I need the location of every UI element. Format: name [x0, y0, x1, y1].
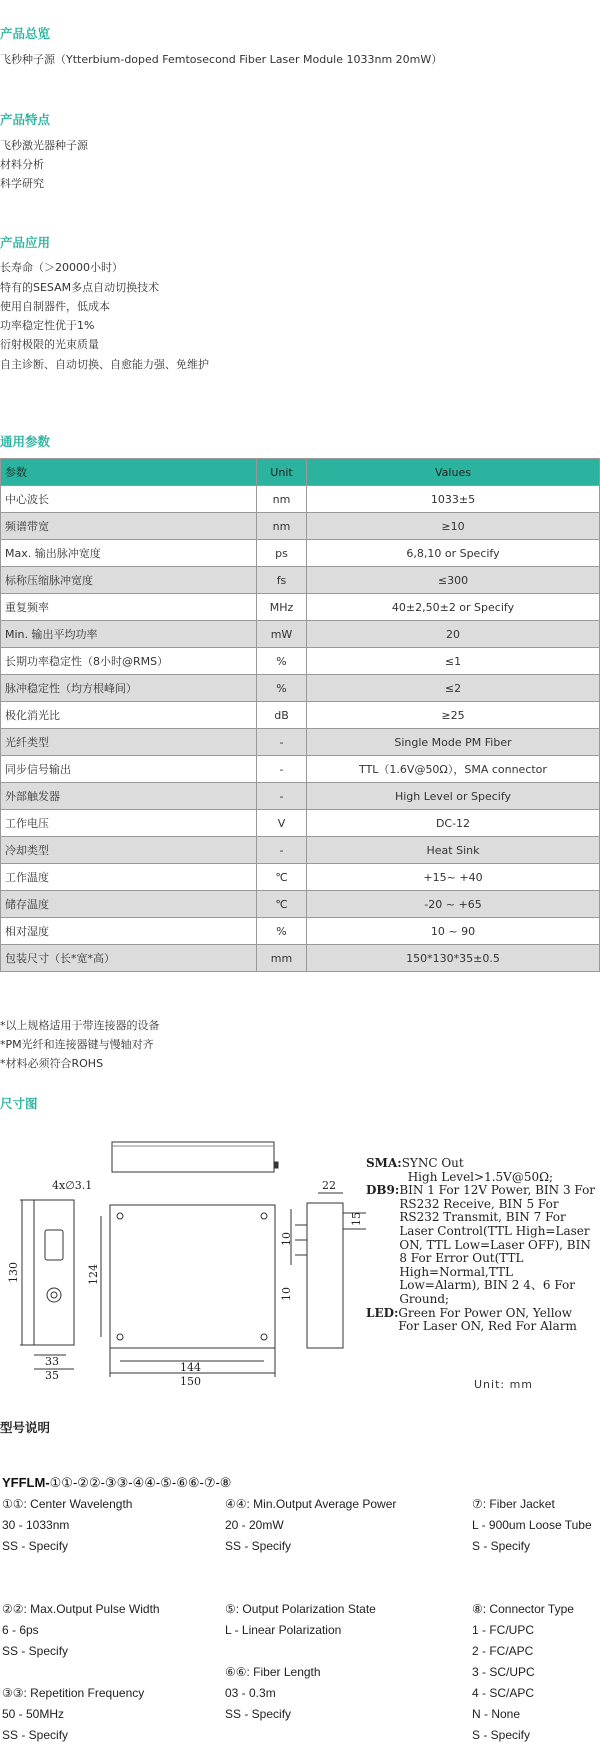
spec-unit-cell: % [257, 675, 307, 702]
application-item: 衍射极限的光束质量 [0, 338, 99, 351]
model-option: 30 - 1033nm [2, 1518, 70, 1532]
spec-row [1, 891, 600, 918]
spec-param-cell: 脉冲稳定性（均方根峰间） [1, 675, 257, 702]
overview-title: 产品总览 [0, 26, 51, 41]
spec-value-cell: 40±2,50±2 or Specify [307, 594, 600, 621]
spec-param-cell: 长期功率稳定性（8小时@RMS） [1, 648, 257, 675]
header-values: Values [307, 459, 600, 486]
spec-param-cell: 外部触发器 [1, 783, 257, 810]
spec-param-cell: 频谱带宽 [1, 513, 257, 540]
model-column-1 [2, 1494, 222, 1746]
front-view-body [110, 1205, 275, 1348]
model-code [2, 1475, 231, 1491]
spec-row [1, 540, 600, 567]
spec-unit-cell: - [257, 756, 307, 783]
spec-unit-cell: nm [257, 513, 307, 540]
spec-value-cell: Heat Sink [307, 837, 600, 864]
application-item: 使用自制器件，低成本 [0, 300, 110, 313]
application-item: 特有的SESAM多点自动切换技术 [0, 281, 160, 294]
end-view-body [307, 1203, 343, 1348]
spec-row [1, 945, 600, 972]
dim-22: 22 [322, 1179, 336, 1192]
top-view-connector [274, 1162, 278, 1168]
model-option: ⑦: Fiber Jacket [472, 1497, 555, 1511]
spec-value-cell: ≤300 [307, 567, 600, 594]
legend-sma-key: SMA: [366, 1156, 402, 1170]
model-option: N - None [472, 1707, 521, 1721]
model-option: ⑥⑥: Fiber Length [225, 1665, 321, 1679]
header-param: 参数 [1, 459, 257, 486]
model-option: S - Specify [472, 1539, 531, 1553]
spec-unit-cell: ℃ [257, 864, 307, 891]
holes-label: 4x∅3.1 [52, 1179, 93, 1192]
dim-130: 130 [7, 1262, 20, 1283]
spec-param-cell: 中心波长 [1, 486, 257, 513]
spec-header-row [1, 459, 600, 486]
spec-param-cell: 工作温度 [1, 864, 257, 891]
note: *以上规格适用于带连接器的设备 [0, 1019, 160, 1032]
spec-row [1, 675, 600, 702]
model-option: S - Specify [472, 1728, 531, 1742]
spec-value-cell: 6,8,10 or Specify [307, 540, 600, 567]
hole [261, 1213, 267, 1219]
spec-param-cell: 重复频率 [1, 594, 257, 621]
feature-item: 科学研究 [0, 177, 44, 190]
legend-led-text: Green For Power ON, Yellow For Laser ON, Red For Alarm [398, 1305, 577, 1334]
dim-10a: 10 [280, 1232, 293, 1246]
dim-35: 35 [45, 1369, 59, 1382]
application-item: 自主诊断、自动切换、自愈能力强、免维护 [0, 358, 209, 371]
spec-unit-cell: - [257, 783, 307, 810]
spec-unit-cell: nm [257, 486, 307, 513]
spec-value-cell: ≤1 [307, 648, 600, 675]
spec-row [1, 918, 600, 945]
side-view-body [34, 1200, 74, 1345]
legend-db9-text: BIN 1 For 12V Power, BIN 3 For RS232 Receive, BIN 5 For RS232 Transmit, BIN 7 For Laser Control(TTL High=Laser ON, TTL Low=Laser OFF), BIN 8 For Error Out(TTL High=Normal,TTL Low=Alarm), BIN 2 4、6 For Ground; [399, 1183, 596, 1306]
spec-value-cell: 20 [307, 621, 600, 648]
spec-value-cell: 150*130*35±0.5 [307, 945, 600, 972]
spec-unit-cell: - [257, 837, 307, 864]
dim-144: 144 [180, 1361, 201, 1374]
spec-row [1, 864, 600, 891]
model-option: SS - Specify [225, 1707, 292, 1721]
spec-row [1, 729, 600, 756]
legend-led-key: LED: [366, 1305, 399, 1320]
model-option: 4 - SC/APC [472, 1686, 535, 1700]
model-option: ③③: Repetition Frequency [2, 1686, 145, 1700]
model-option: SS - Specify [2, 1539, 69, 1553]
spec-row [1, 837, 600, 864]
model-option: 03 - 0.3m [225, 1686, 276, 1700]
spec-param-cell: 极化消光比 [1, 702, 257, 729]
header-unit: Unit [257, 459, 307, 486]
params-title: 通用参数 [0, 434, 51, 449]
dim-10b: 10 [280, 1287, 293, 1301]
model-code-tail: ①①-②②-③③-④④-⑤-⑥⑥-⑦-⑧ [49, 1475, 232, 1490]
spec-row [1, 756, 600, 783]
model-option: ②②: Max.Output Pulse Width [2, 1602, 160, 1616]
overview-text: 飞秒种子源（Ytterbium-doped Femtosecond Fiber Laser Module 1033nm 20mW） [0, 53, 443, 66]
spec-param-cell: 标称压缩脉冲宽度 [1, 567, 257, 594]
spec-unit-cell: dB [257, 702, 307, 729]
legend-sma-text: SYNC Out [401, 1156, 464, 1170]
model-option: 2 - FC/APC [472, 1644, 534, 1658]
spec-value-cell: ≤2 [307, 675, 600, 702]
dim-124: 124 [87, 1264, 100, 1285]
spec-unit-cell: - [257, 729, 307, 756]
applications-title: 产品应用 [0, 235, 51, 250]
hole [261, 1334, 267, 1340]
model-column-3 [472, 1494, 598, 1746]
spec-param-cell: 工作电压 [1, 810, 257, 837]
spec-unit-cell: % [257, 918, 307, 945]
note: *材料必须符合ROHS [0, 1057, 104, 1070]
dimensions-title: 尺寸图 [0, 1096, 38, 1111]
spec-param-cell: Min. 输出平均功率 [1, 621, 257, 648]
dim-33: 33 [45, 1355, 59, 1368]
model-option: 50 - 50MHz [2, 1707, 65, 1721]
hole [117, 1213, 123, 1219]
spec-row [1, 621, 600, 648]
model-option: 3 - SC/UPC [472, 1665, 535, 1679]
spec-row [1, 567, 600, 594]
spec-unit-cell: MHz [257, 594, 307, 621]
model-option: L - Linear Polarization [225, 1623, 342, 1637]
spec-row [1, 594, 600, 621]
model-option: SS - Specify [225, 1539, 292, 1553]
model-option: 6 - 6ps [2, 1623, 39, 1637]
spec-value-cell: Single Mode PM Fiber [307, 729, 600, 756]
model-title: 型号说明 [0, 1420, 51, 1435]
spec-value-cell: ≥25 [307, 702, 600, 729]
spec-unit-cell: mW [257, 621, 307, 648]
spec-value-cell: +15~ +40 [307, 864, 600, 891]
spec-value-cell: DC-12 [307, 810, 600, 837]
spec-row [1, 648, 600, 675]
spec-param-cell: 冷却类型 [1, 837, 257, 864]
application-item: 功率稳定性优于1% [0, 319, 95, 332]
spec-unit-cell: V [257, 810, 307, 837]
features-title: 产品特点 [0, 112, 51, 127]
sma-connector [47, 1288, 61, 1302]
spec-value-cell: High Level or Specify [307, 783, 600, 810]
model-option: L - 900um Loose Tube [472, 1518, 592, 1532]
model-option: ⑧: Connector Type [472, 1602, 574, 1616]
spec-value-cell: TTL（1.6V@50Ω），SMA connector [307, 756, 600, 783]
model-option: SS - Specify [2, 1644, 69, 1658]
spec-row [1, 486, 600, 513]
spec-param-cell: 相对湿度 [1, 918, 257, 945]
spec-value-cell: ≥10 [307, 513, 600, 540]
spec-unit-cell: fs [257, 567, 307, 594]
unit-label: Unit: mm [474, 1378, 534, 1391]
spec-value-cell: 1033±5 [307, 486, 600, 513]
application-item: 长寿命（＞20000小时） [0, 261, 123, 274]
spec-value-cell: 10 ~ 90 [307, 918, 600, 945]
feature-item: 飞秒激光器种子源 [0, 139, 88, 152]
spec-row [1, 513, 600, 540]
model-option: ⑤: Output Polarization State [225, 1602, 376, 1616]
note: *PM光纤和连接器键与慢轴对齐 [0, 1038, 154, 1051]
connector-legend [366, 1157, 596, 1334]
spec-unit-cell: mm [257, 945, 307, 972]
dim-15: 15 [350, 1212, 363, 1226]
spec-row [1, 783, 600, 810]
spec-param-cell: 包装尺寸（长*宽*高） [1, 945, 257, 972]
model-code-prefix: YFFLM- [2, 1475, 50, 1490]
model-column-2 [225, 1494, 455, 1725]
spec-unit-cell: ps [257, 540, 307, 567]
model-option: SS - Specify [2, 1728, 69, 1742]
legend-db9-key: DB9: [366, 1183, 400, 1198]
spec-value-cell: -20 ~ +65 [307, 891, 600, 918]
model-option: ①①: Center Wavelength [2, 1497, 133, 1511]
spec-unit-cell: ℃ [257, 891, 307, 918]
spec-param-cell: 同步信号输出 [1, 756, 257, 783]
hole [117, 1334, 123, 1340]
dim-150: 150 [180, 1375, 201, 1388]
db9-connector [45, 1230, 63, 1260]
spec-table [0, 458, 600, 972]
model-option: 1 - FC/UPC [472, 1623, 535, 1637]
spec-param-cell: 光纤类型 [1, 729, 257, 756]
spec-unit-cell: % [257, 648, 307, 675]
spec-param-cell: 储存温度 [1, 891, 257, 918]
spec-row [1, 810, 600, 837]
model-option: ④④: Min.Output Average Power [225, 1497, 397, 1511]
spec-row [1, 702, 600, 729]
model-option: 20 - 20mW [225, 1518, 284, 1532]
spec-param-cell: Max. 输出脉冲宽度 [1, 540, 257, 567]
feature-item: 材料分析 [0, 158, 44, 171]
legend-sma-text-2: High Level>1.5V@50Ω; [407, 1169, 554, 1184]
